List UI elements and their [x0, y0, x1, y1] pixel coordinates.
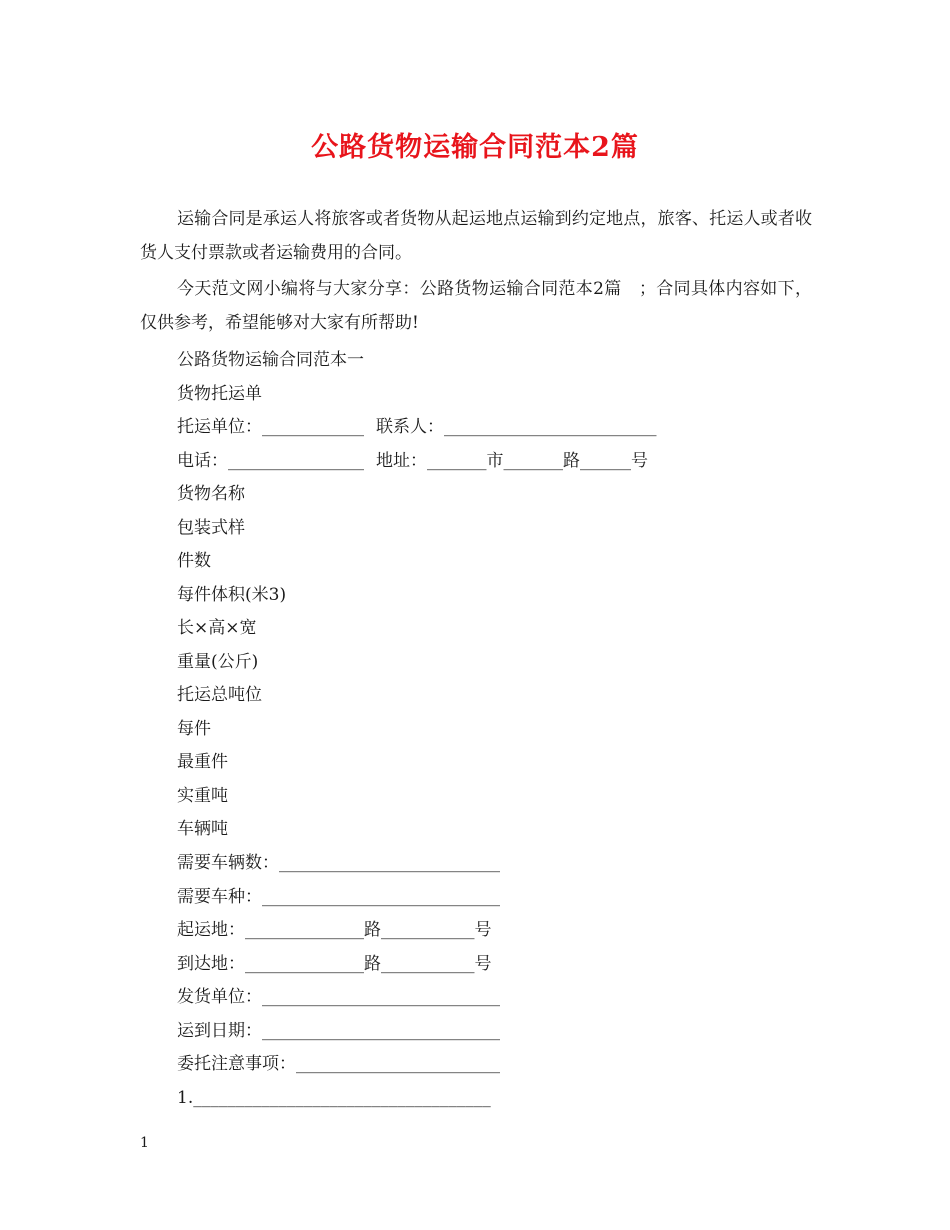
weight-label: 重量(公斤)	[177, 652, 259, 672]
item-1-field: 1.___________________________________	[177, 1088, 491, 1108]
contact-person-field: 联系人：_________________________	[376, 417, 657, 437]
pieces-label: 件数	[177, 551, 211, 571]
vehicle-count-field: 需要车辆数：__________________________	[177, 853, 500, 873]
phone-field: 电话：________________	[177, 451, 364, 471]
each-label: 每件	[177, 719, 211, 739]
form-title: 货物托运单	[177, 384, 262, 404]
destination-field: 到达地：______________路___________号	[177, 954, 492, 974]
dimensions-label: 长×高×宽	[177, 618, 257, 638]
phone-address-line	[177, 444, 648, 478]
goods-name-label: 货物名称	[177, 484, 245, 504]
vehicle-tons-label: 车辆吨	[177, 819, 228, 839]
vehicle-type-field: 需要车种：____________________________	[177, 887, 500, 907]
share-paragraph: 今天范文网小编将与大家分享：公路货物运输合同范本2篇 ；合同具体内容如下，仅供参考，希望能够对大家有所帮助!	[140, 279, 812, 333]
shipper-field: 托运单位：____________	[177, 417, 364, 437]
page-number: 1	[140, 1135, 149, 1151]
volume-label: 每件体积(米3)	[177, 585, 287, 605]
total-tonnage-label: 托运总吨位	[177, 685, 262, 705]
arrival-date-field: 运到日期：____________________________	[177, 1021, 500, 1041]
notes-field: 委托注意事项：________________________	[177, 1054, 500, 1074]
intro-paragraph: 运输合同是承运人将旅客或者货物从起运地点运输到约定地点，旅客、托运人或者收货人支付票款或者运输费用的合同。	[140, 209, 812, 263]
heaviest-label: 最重件	[177, 752, 228, 772]
actual-tons-label: 实重吨	[177, 786, 228, 806]
document-title: 公路货物运输合同范本2篇	[311, 132, 639, 163]
shipper-contact-line	[177, 410, 657, 444]
address-field: 地址：_______市_______路______号	[376, 451, 648, 471]
origin-field: 起运地：______________路___________号	[177, 920, 492, 940]
sender-field: 发货单位：____________________________	[177, 987, 500, 1007]
section-title: 公路货物运输合同范本一	[177, 350, 364, 370]
packaging-label: 包装式样	[177, 518, 245, 538]
